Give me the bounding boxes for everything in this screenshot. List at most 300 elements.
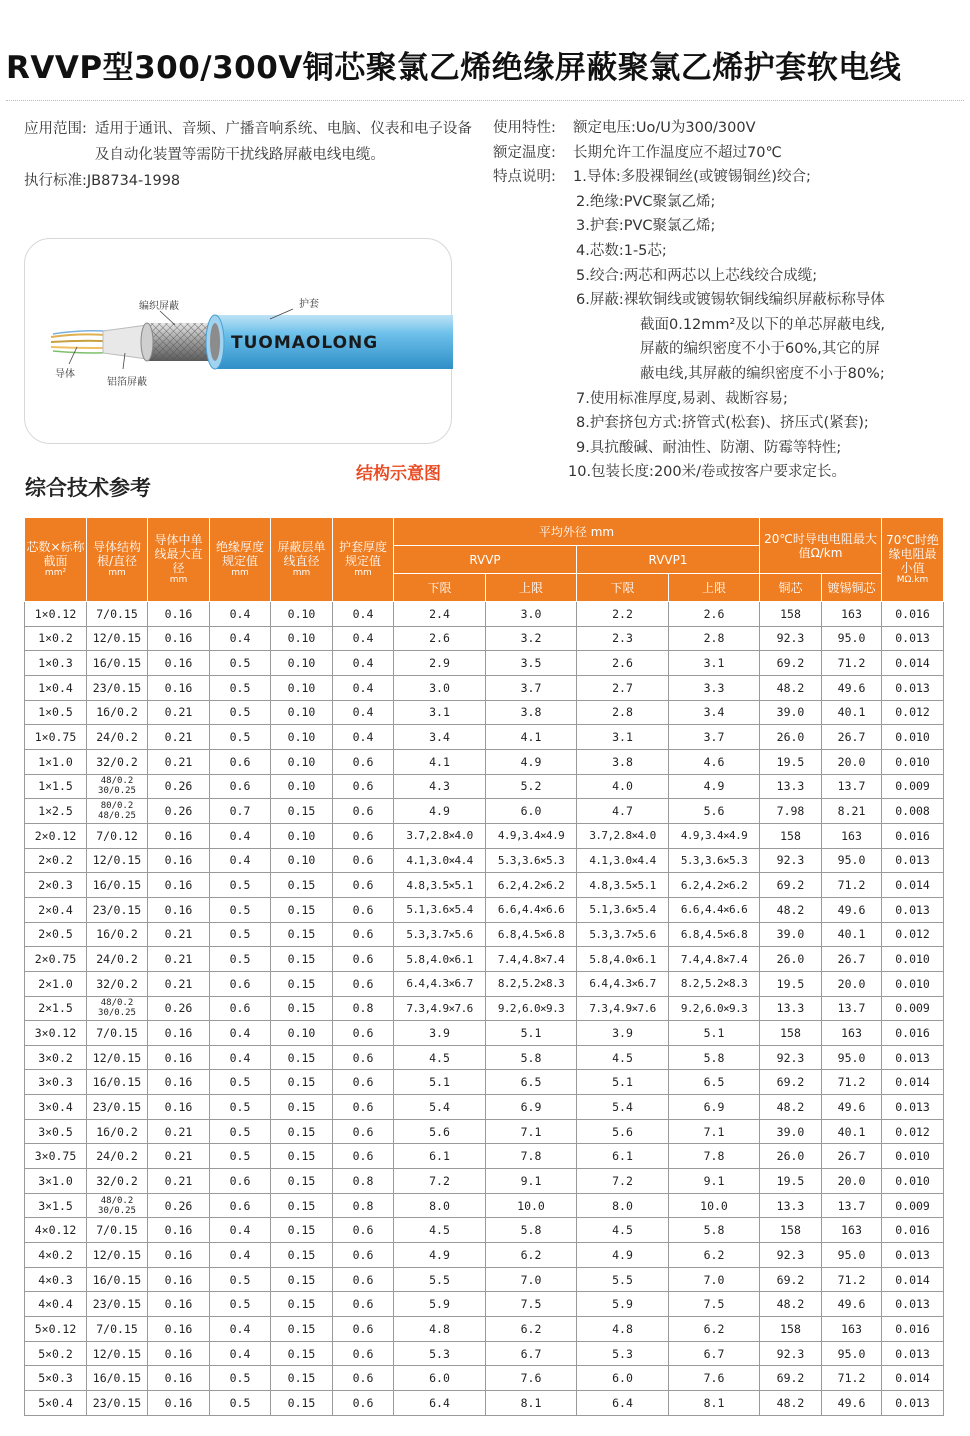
- table-cell: 5.8: [669, 1218, 760, 1243]
- table-cell: 69.2: [760, 1267, 822, 1292]
- table-cell: 0.5: [210, 1267, 271, 1292]
- header-tinned-copper: 镀锡铜芯: [822, 574, 882, 602]
- table-cell: 19.5: [760, 971, 822, 996]
- table-cell: 0.15: [271, 1366, 333, 1391]
- table-cell: 26.0: [760, 725, 822, 750]
- table-cell: 6.0: [486, 799, 577, 824]
- table-cell: 3.9: [394, 1021, 486, 1046]
- table-cell: 0.26: [148, 996, 210, 1021]
- table-cell: 23/0.15: [87, 1391, 148, 1416]
- table-row: [25, 1391, 944, 1416]
- table-row: [25, 971, 944, 996]
- table-cell: 7/0.15: [87, 1218, 148, 1243]
- table-cell: 0.10: [271, 1021, 333, 1046]
- table-cell: 0.6: [333, 1317, 394, 1342]
- header-conductor: 导体结构根/直径 mm: [87, 518, 148, 602]
- table-cell: 0.6: [333, 1144, 394, 1169]
- table-cell: 0.26: [148, 799, 210, 824]
- table-cell: 3.7: [669, 725, 760, 750]
- table-cell: 0.16: [148, 1243, 210, 1268]
- use-row: [493, 116, 965, 141]
- table-cell: 16/0.2: [87, 922, 148, 947]
- table-cell: 5.6: [669, 799, 760, 824]
- table-cell: 7.6: [669, 1366, 760, 1391]
- table-cell: 3.8: [577, 749, 669, 774]
- feature-point: 8.护套挤包方式:挤管式(松套)、挤压式(紧套);: [576, 415, 869, 432]
- table-cell: 2.3: [577, 626, 669, 651]
- table-row: [25, 823, 944, 848]
- table-cell: 16/0.2: [87, 1119, 148, 1144]
- table-cell: 3.7: [486, 675, 577, 700]
- table-cell: 7.2: [394, 1169, 486, 1194]
- section-heading: 综合技术参考: [25, 476, 151, 500]
- table-row: [25, 1267, 944, 1292]
- table-cell: 0.16: [148, 823, 210, 848]
- table-cell: 6.9: [669, 1095, 760, 1120]
- feature-point: 1.导体:多股裸铜丝(或镀锡铜丝)绞合;: [573, 169, 811, 186]
- feature-point: 3.护套:PVC聚氯乙烯;: [576, 218, 716, 235]
- table-cell: 3.4: [394, 725, 486, 750]
- table-cell: 16/0.15: [87, 1070, 148, 1095]
- feature-point-continued: 蔽电线,其屏蔽的编织密度不小于80%;: [640, 365, 885, 382]
- table-cell: 4.8: [577, 1317, 669, 1342]
- table-cell: 16/0.2: [87, 700, 148, 725]
- table-cell: 0.4: [210, 1317, 271, 1342]
- table-row: [25, 897, 944, 922]
- table-cell: 8.21: [822, 799, 882, 824]
- table-cell: 0.8: [333, 1169, 394, 1194]
- table-cell: 13.7: [822, 774, 882, 799]
- table-cell: 3×0.75: [25, 1144, 87, 1169]
- table-cell: 71.2: [822, 651, 882, 676]
- table-cell: 0.16: [148, 1341, 210, 1366]
- table-cell: 0.014: [882, 873, 944, 898]
- table-cell: 0.4: [210, 602, 271, 627]
- header-upper: 上限: [669, 574, 760, 602]
- table-cell: 71.2: [822, 1366, 882, 1391]
- table-cell: 0.010: [882, 971, 944, 996]
- table-row: [25, 774, 944, 799]
- table-cell: 5.8: [486, 1218, 577, 1243]
- page-title: RVVP型300/300V铜芯聚氯乙烯绝缘屏蔽聚氯乙烯护套软电线: [6, 50, 902, 86]
- table-cell: 16/0.15: [87, 651, 148, 676]
- table-cell: 2×0.75: [25, 947, 87, 972]
- table-cell: 4.5: [577, 1045, 669, 1070]
- table-cell: 6.2,4.2×6.2: [486, 873, 577, 898]
- sheath-label: 护套: [299, 299, 319, 310]
- table-cell: 2.7: [577, 675, 669, 700]
- table-cell: 0.16: [148, 873, 210, 898]
- table-cell: 0.15: [271, 1119, 333, 1144]
- table-cell: 0.6: [333, 897, 394, 922]
- table-cell: 0.21: [148, 1169, 210, 1194]
- table-cell: 0.16: [148, 1021, 210, 1046]
- table-cell: 6.2: [669, 1243, 760, 1268]
- table-row: [25, 873, 944, 898]
- table-cell: 0.15: [271, 799, 333, 824]
- header-shield: 屏蔽层单线直径 mm: [271, 518, 333, 602]
- table-cell: 95.0: [822, 1243, 882, 1268]
- table-cell: 0.6: [333, 1267, 394, 1292]
- table-cell: 3.4: [669, 700, 760, 725]
- table-cell: 1×0.3: [25, 651, 87, 676]
- feature-point: 2.绝缘:PVC聚氯乙烯;: [576, 193, 716, 210]
- table-cell: 4.9: [486, 749, 577, 774]
- table-cell: 0.16: [148, 651, 210, 676]
- table-cell: 0.6: [333, 1095, 394, 1120]
- table-cell: 49.6: [822, 897, 882, 922]
- table-cell: 0.16: [148, 897, 210, 922]
- table-cell: 0.15: [271, 897, 333, 922]
- table-cell: 8.2,5.2×8.3: [669, 971, 760, 996]
- table-cell: 92.3: [760, 848, 822, 873]
- table-cell: 0.6: [333, 1366, 394, 1391]
- table-cell: 158: [760, 602, 822, 627]
- table-cell: 0.4: [333, 700, 394, 725]
- table-cell: 0.16: [148, 1391, 210, 1416]
- table-cell: 0.016: [882, 1317, 944, 1342]
- table-cell: 5.6: [577, 1119, 669, 1144]
- table-cell: 4.0: [577, 774, 669, 799]
- table-cell: 5.8: [669, 1045, 760, 1070]
- table-cell: 163: [822, 602, 882, 627]
- table-cell: 1×1.0: [25, 749, 87, 774]
- table-row: [25, 1341, 944, 1366]
- table-cell: 0.6: [210, 1169, 271, 1194]
- table-cell: 4×0.4: [25, 1292, 87, 1317]
- table-cell: 0.5: [210, 922, 271, 947]
- table-cell: 7.0: [669, 1267, 760, 1292]
- table-cell: 0.10: [271, 749, 333, 774]
- table-cell: 16/0.15: [87, 1366, 148, 1391]
- table-row: [25, 700, 944, 725]
- table-cell: 5.5: [394, 1267, 486, 1292]
- table-cell: 0.15: [271, 1243, 333, 1268]
- header-copper: 铜芯: [760, 574, 822, 602]
- table-cell: 71.2: [822, 873, 882, 898]
- table-cell: 8.2,5.2×8.3: [486, 971, 577, 996]
- table-cell: 1×1.5: [25, 774, 87, 799]
- table-cell: 0.013: [882, 1391, 944, 1416]
- table-row: [25, 651, 944, 676]
- table-cell: 0.4: [210, 1341, 271, 1366]
- use-label: 使用特性:: [493, 120, 556, 136]
- table-cell: 5.3,3.6×5.3: [669, 848, 760, 873]
- table-cell: 5×0.12: [25, 1317, 87, 1342]
- table-cell: 6.2: [486, 1317, 577, 1342]
- table-row: [25, 799, 944, 824]
- feature-point: 6.屏蔽:裸软铜线或镀锡软铜线编织屏蔽标称导体: [576, 292, 885, 309]
- table-cell: 23/0.15: [87, 897, 148, 922]
- table-cell: 0.6: [333, 823, 394, 848]
- table-cell: 163: [822, 823, 882, 848]
- table-cell: 0.4: [333, 651, 394, 676]
- table-cell: 0.4: [210, 823, 271, 848]
- table-cell: 0.15: [271, 971, 333, 996]
- table-cell: 5.3,3.7×5.6: [577, 922, 669, 947]
- table-row: [25, 996, 944, 1021]
- table-cell: 0.6: [333, 774, 394, 799]
- table-cell: 23/0.15: [87, 1095, 148, 1120]
- table-cell: 0.6: [333, 749, 394, 774]
- table-cell: 0.26: [148, 774, 210, 799]
- table-cell: 163: [822, 1218, 882, 1243]
- standard-value: JB8734-1998: [86, 173, 181, 189]
- table-cell: 0.014: [882, 1267, 944, 1292]
- table-cell: 5.1: [669, 1021, 760, 1046]
- table-cell: 4.5: [577, 1218, 669, 1243]
- header-sheath: 护套厚度规定值 mm: [333, 518, 394, 602]
- temp-row: [493, 141, 965, 166]
- table-cell: 0.15: [271, 1095, 333, 1120]
- table-cell: 0.5: [210, 1366, 271, 1391]
- table-cell: 4.9: [577, 1243, 669, 1268]
- table-cell: 4×0.12: [25, 1218, 87, 1243]
- table-cell: 4×0.3: [25, 1267, 87, 1292]
- table-cell: 5.1: [486, 1021, 577, 1046]
- table-cell: 0.15: [271, 1391, 333, 1416]
- table-cell: 1×0.5: [25, 700, 87, 725]
- table-row: [25, 1021, 944, 1046]
- table-cell: 2.6: [394, 626, 486, 651]
- table-cell: 12/0.15: [87, 1341, 148, 1366]
- table-cell: 0.013: [882, 1243, 944, 1268]
- table-cell: 92.3: [760, 1243, 822, 1268]
- table-cell: 2.6: [577, 651, 669, 676]
- table-cell: 7.4,4.8×7.4: [669, 947, 760, 972]
- table-row: [25, 749, 944, 774]
- cable-structure-diagram: [24, 238, 452, 444]
- table-cell: 0.16: [148, 1218, 210, 1243]
- table-cell: 95.0: [822, 1045, 882, 1070]
- table-cell: 0.8: [333, 1193, 394, 1218]
- table-cell: 0.10: [271, 725, 333, 750]
- table-cell: 3.0: [486, 602, 577, 627]
- table-cell: 2×1.0: [25, 971, 87, 996]
- table-cell: 0.5: [210, 725, 271, 750]
- table-cell: 3.1: [669, 651, 760, 676]
- table-cell: 5.3,3.6×5.3: [486, 848, 577, 873]
- table-cell: 69.2: [760, 1366, 822, 1391]
- table-cell: 49.6: [822, 675, 882, 700]
- table-cell: 95.0: [822, 848, 882, 873]
- table-cell: 0.5: [210, 1095, 271, 1120]
- table-cell: 0.7: [210, 799, 271, 824]
- table-cell: 0.16: [148, 1267, 210, 1292]
- table-cell: 5.5: [577, 1267, 669, 1292]
- table-row: [25, 1243, 944, 1268]
- table-cell: 32/0.2: [87, 1169, 148, 1194]
- feature-point: 5.绞合:两芯和两芯以上芯线绞合成缆;: [576, 267, 818, 284]
- table-cell: 0.21: [148, 749, 210, 774]
- table-cell: 5.9: [394, 1292, 486, 1317]
- table-cell: 2×0.3: [25, 873, 87, 898]
- features-block: [493, 116, 965, 485]
- table-cell: 0.016: [882, 1021, 944, 1046]
- table-cell: 0.5: [210, 700, 271, 725]
- table-cell: 0.15: [271, 1070, 333, 1095]
- table-cell: 26.7: [822, 725, 882, 750]
- table-cell: 92.3: [760, 1341, 822, 1366]
- table-cell: 0.15: [271, 1169, 333, 1194]
- table-cell: 0.6: [210, 996, 271, 1021]
- table-cell: 6.0: [394, 1366, 486, 1391]
- table-cell: 5.3: [394, 1341, 486, 1366]
- header-upper: 上限: [486, 574, 577, 602]
- table-row: [25, 848, 944, 873]
- table-cell: 0.21: [148, 700, 210, 725]
- table-cell: 6.1: [394, 1144, 486, 1169]
- table-cell: 24/0.2: [87, 725, 148, 750]
- table-cell: 5×0.4: [25, 1391, 87, 1416]
- table-cell: 20.0: [822, 971, 882, 996]
- table-cell: 48/0.2 30/0.25: [87, 1193, 148, 1218]
- table-cell: 0.014: [882, 1366, 944, 1391]
- table-cell: 32/0.2: [87, 971, 148, 996]
- header-insulation: 绝缘厚度规定值 mm: [210, 518, 271, 602]
- table-cell: 5.2: [486, 774, 577, 799]
- table-cell: 7.0: [486, 1267, 577, 1292]
- table-cell: 20.0: [822, 749, 882, 774]
- table-cell: 1×0.12: [25, 602, 87, 627]
- title-divider: [6, 100, 964, 101]
- table-cell: 0.15: [271, 1292, 333, 1317]
- table-row: [25, 1366, 944, 1391]
- table-cell: 0.6: [333, 1341, 394, 1366]
- feature-point-continued: 屏蔽的编织密度不小于60%,其它的屏: [640, 341, 880, 358]
- table-cell: 0.4: [333, 626, 394, 651]
- table-cell: 0.010: [882, 725, 944, 750]
- table-cell: 0.4: [210, 848, 271, 873]
- table-cell: 0.15: [271, 1341, 333, 1366]
- table-cell: 39.0: [760, 1119, 822, 1144]
- table-cell: 13.3: [760, 996, 822, 1021]
- table-cell: 4.1: [394, 749, 486, 774]
- table-cell: 0.4: [210, 1045, 271, 1070]
- table-cell: 4.8,3.5×5.1: [394, 873, 486, 898]
- table-cell: 0.5: [210, 1292, 271, 1317]
- table-cell: 0.21: [148, 971, 210, 996]
- table-cell: 4.8,3.5×5.1: [577, 873, 669, 898]
- table-cell: 0.4: [210, 1021, 271, 1046]
- braid-shield: [141, 323, 215, 361]
- table-cell: 8.0: [394, 1193, 486, 1218]
- table-cell: 4.9: [669, 774, 760, 799]
- table-cell: 69.2: [760, 1070, 822, 1095]
- table-cell: 4.9,3.4×4.9: [669, 823, 760, 848]
- table-cell: 0.013: [882, 1045, 944, 1070]
- table-cell: 6.4,4.3×6.7: [394, 971, 486, 996]
- table-cell: 0.016: [882, 1218, 944, 1243]
- table-cell: 7.5: [669, 1292, 760, 1317]
- header-rvvp1: RVVP1: [577, 546, 760, 574]
- feature-point: 10.包装长度:200米/卷或按客户要求定长。: [568, 464, 847, 481]
- table-cell: 0.16: [148, 848, 210, 873]
- table-cell: 6.4,4.3×6.7: [577, 971, 669, 996]
- use-value: 额定电压:Uo/U为300/300V: [573, 120, 756, 136]
- table-row: [25, 1144, 944, 1169]
- table-cell: 7.2: [577, 1169, 669, 1194]
- brand-print: TUOMAOLONG: [231, 333, 379, 353]
- table-cell: 6.2,4.2×6.2: [669, 873, 760, 898]
- table-cell: 6.9: [486, 1095, 577, 1120]
- table-cell: 6.5: [669, 1070, 760, 1095]
- table-cell: 0.013: [882, 848, 944, 873]
- table-cell: 0.6: [333, 1021, 394, 1046]
- table-cell: 0.6: [333, 1218, 394, 1243]
- table-cell: 6.0: [577, 1366, 669, 1391]
- table-cell: 3×0.12: [25, 1021, 87, 1046]
- table-cell: 0.013: [882, 1292, 944, 1317]
- table-cell: 0.010: [882, 947, 944, 972]
- table-cell: 2.2: [577, 602, 669, 627]
- table-cell: 5×0.3: [25, 1366, 87, 1391]
- table-cell: 0.5: [210, 675, 271, 700]
- table-cell: 6.2: [669, 1317, 760, 1342]
- table-cell: 0.16: [148, 1045, 210, 1070]
- table-cell: 48.2: [760, 1292, 822, 1317]
- table-cell: 12/0.15: [87, 626, 148, 651]
- table-cell: 0.010: [882, 749, 944, 774]
- table-cell: 0.15: [271, 996, 333, 1021]
- table-cell: 12/0.15: [87, 1045, 148, 1070]
- table-cell: 0.10: [271, 675, 333, 700]
- table-cell: 0.26: [148, 1193, 210, 1218]
- table-cell: 8.1: [486, 1391, 577, 1416]
- scope-label: 应用范围:: [24, 121, 87, 137]
- diagram-caption: 结构示意图: [356, 464, 441, 484]
- table-cell: 0.21: [148, 1144, 210, 1169]
- table-cell: 0.010: [882, 1169, 944, 1194]
- table-cell: 2.8: [577, 700, 669, 725]
- table-cell: 0.6: [210, 971, 271, 996]
- table-cell: 24/0.2: [87, 947, 148, 972]
- table-cell: 0.21: [148, 922, 210, 947]
- table-cell: 0.016: [882, 602, 944, 627]
- table-cell: 0.013: [882, 897, 944, 922]
- table-cell: 4.6: [669, 749, 760, 774]
- table-cell: 0.6: [333, 1243, 394, 1268]
- table-cell: 0.6: [210, 749, 271, 774]
- temp-label: 额定温度:: [493, 144, 556, 161]
- table-cell: 0.013: [882, 1341, 944, 1366]
- table-cell: 0.4: [210, 626, 271, 651]
- table-cell: 7.1: [669, 1119, 760, 1144]
- table-cell: 0.16: [148, 1366, 210, 1391]
- table-cell: 26.0: [760, 947, 822, 972]
- table-cell: 0.6: [333, 922, 394, 947]
- table-cell: 48.2: [760, 675, 822, 700]
- table-cell: 16/0.15: [87, 1267, 148, 1292]
- table-cell: 4.5: [394, 1045, 486, 1070]
- table-cell: 0.5: [210, 947, 271, 972]
- table-cell: 0.15: [271, 1193, 333, 1218]
- table-cell: 9.1: [486, 1169, 577, 1194]
- table-cell: 4×0.2: [25, 1243, 87, 1268]
- table-cell: 4.1: [486, 725, 577, 750]
- table-cell: 0.6: [210, 1193, 271, 1218]
- table-cell: 0.008: [882, 799, 944, 824]
- table-cell: 6.8,4.5×6.8: [669, 922, 760, 947]
- table-cell: 4.7: [577, 799, 669, 824]
- table-cell: 8.0: [577, 1193, 669, 1218]
- table-row: [25, 1292, 944, 1317]
- header-average-od: 平均外径 mm: [394, 518, 760, 546]
- table-cell: 0.009: [882, 996, 944, 1021]
- table-cell: 3×1.5: [25, 1193, 87, 1218]
- table-cell: 10.0: [486, 1193, 577, 1218]
- table-cell: 5×0.2: [25, 1341, 87, 1366]
